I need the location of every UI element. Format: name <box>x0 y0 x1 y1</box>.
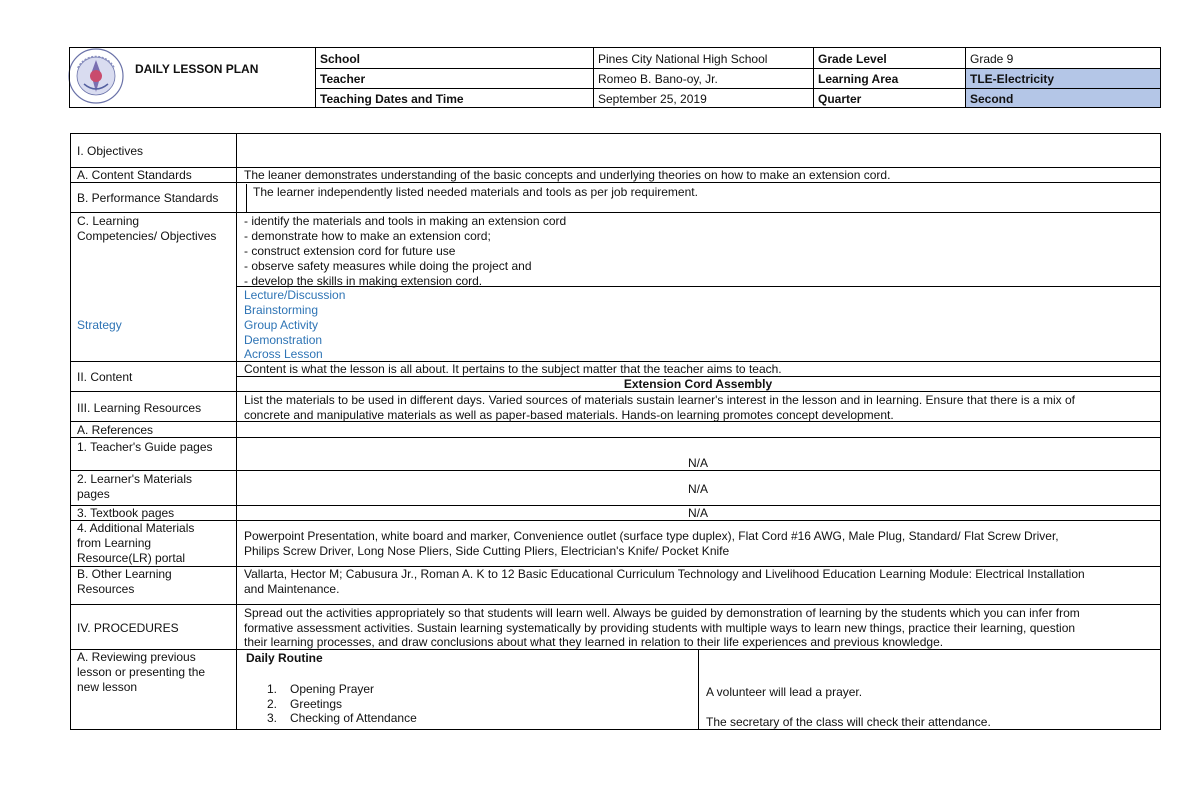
deped-seal-icon <box>68 48 124 104</box>
additional-materials-label-line2: from Learning <box>77 536 152 550</box>
teaching-dates-value: September 25, 2019 <box>598 92 707 106</box>
other-resources-label-line2: Resources <box>77 582 135 596</box>
additional-materials-label-line3: Resource(LR) portal <box>77 551 186 565</box>
quarter-value: Second <box>970 92 1014 106</box>
competencies-label-line1: C. Learning <box>77 214 140 228</box>
competency-item: - observe safety measures while doing the project and <box>244 259 532 273</box>
strategy-item: Group Activity <box>244 318 319 332</box>
school-label: School <box>320 52 361 66</box>
content-label: II. Content <box>77 370 133 384</box>
teachers-guide-value: N/A <box>687 456 708 470</box>
reviewing-label-line2: lesson or presenting the <box>77 665 206 679</box>
teaching-dates-label: Teaching Dates and Time <box>320 92 464 106</box>
learning-resources-label: III. Learning Resources <box>77 401 202 415</box>
other-resources-line2: and Maintenance. <box>244 582 340 596</box>
competency-item: - demonstrate how to make an extension cord; <box>244 229 491 243</box>
additional-materials-line1: Powerpoint Presentation, white board and marker, Convenience outlet (surface type duplex), Flat Cord #16 AWG, Male Plug, Standard/ Flat Screw Driver, <box>244 529 1059 543</box>
other-resources-label-line1: B. Other Learning <box>77 567 172 581</box>
procedures-label: IV. PROCEDURES <box>77 621 179 635</box>
routine-item: Checking of Attendance <box>290 711 417 725</box>
performance-standards-label: B. Performance Standards <box>77 191 219 205</box>
procedures-line3: their learning processes, and draw conclusions about what they learned in relation to their life experiences and previous knowledge. <box>244 635 944 649</box>
other-resources-line1: Vallarta, Hector M; Cabusura Jr., Roman A. K to 12 Basic Educational Curriculum Technology and Livelihood Education Learning Module: Electrical Installation <box>244 567 1085 581</box>
competency-item: - identify the materials and tools in making an extension cord <box>244 214 567 228</box>
additional-materials-label-line1: 4. Additional Materials <box>77 521 195 535</box>
learners-materials-value: N/A <box>687 482 708 496</box>
strategy-item: Across Lesson <box>244 347 323 361</box>
references-label: A. References <box>77 423 154 437</box>
textbook-label: 3. Textbook pages <box>77 506 175 520</box>
routine-number: 2. <box>267 697 278 711</box>
strategy-item: Brainstorming <box>244 303 319 317</box>
school-value: Pines City National High School <box>598 52 768 66</box>
content-text: Content is what the lesson is all about. It pertains to the subject matter that the teacher aims to teach. <box>244 362 782 376</box>
quarter-label: Quarter <box>818 92 862 106</box>
routine-number: 1. <box>267 682 278 696</box>
routine-item: Opening Prayer <box>290 682 375 696</box>
lesson-plan-title: DAILY LESSON PLAN <box>135 62 259 76</box>
teachers-guide-label: 1. Teacher's Guide pages <box>77 440 213 454</box>
learning-resources-line1: List the materials to be used in different days. Varied sources of materials sustain learner's interest in the lesson and in learning. Ensure that there is a mix of <box>244 393 1075 407</box>
teacher-value: Romeo B. Bano-oy, Jr. <box>598 72 718 86</box>
competency-item: - develop the skills in making extension cord. <box>244 274 483 288</box>
procedures-line1: Spread out the activities appropriately so that students will learn well. Always be guided by demonstration of learning by the students which you can infer from <box>244 606 1080 620</box>
textbook-value: N/A <box>687 506 708 520</box>
strategy-label: Strategy <box>77 318 122 332</box>
content-standards-label: A. Content Standards <box>77 168 192 182</box>
strategy-item: Lecture/Discussion <box>244 288 346 302</box>
grade-level-label: Grade Level <box>818 52 887 66</box>
reviewing-note-attendance: The secretary of the class will check their attendance. <box>706 715 991 729</box>
daily-routine-title: Daily Routine <box>246 651 323 665</box>
learning-resources-line2: concrete and manipulative materials as well as paper-based materials. Hands-on learning promotes concept development. <box>244 408 894 422</box>
reviewing-label-line1: A. Reviewing previous <box>77 650 196 664</box>
performance-standards-text: The learner independently listed needed materials and tools as per job requirement. <box>253 185 698 199</box>
learning-area-value: TLE-Electricity <box>970 72 1055 86</box>
competencies-label-line2: Competencies/ Objectives <box>77 229 217 243</box>
procedures-line2: formative assessment activities. Sustain learning systematically by providing students with multiple ways to learn new things, practice their learning, question <box>244 621 1076 635</box>
grade-level-value: Grade 9 <box>970 52 1014 66</box>
learners-materials-label-line2: pages <box>77 487 110 501</box>
objectives-heading: I. Objectives <box>77 144 144 158</box>
routine-item: Greetings <box>290 697 343 711</box>
routine-number: 3. <box>267 711 278 725</box>
reviewing-label-line3: new lesson <box>77 680 138 694</box>
content-standards-text: The leaner demonstrates understanding of the basic concepts and underlying theories on how to make an extension cord. <box>244 168 891 182</box>
teacher-label: Teacher <box>320 72 366 86</box>
strategy-item: Demonstration <box>244 333 323 347</box>
competency-item: - construct extension cord for future use <box>244 244 456 258</box>
reviewing-note-prayer: A volunteer will lead a prayer. <box>706 685 863 699</box>
learners-materials-label-line1: 2. Learner's Materials <box>77 472 193 486</box>
additional-materials-line2: Philips Screw Driver, Long Nose Pliers, Side Cutting Pliers, Electrician's Knife/ Pocket Knife <box>244 544 730 558</box>
content-topic: Extension Cord Assembly <box>623 377 773 391</box>
learning-area-label: Learning Area <box>818 72 899 86</box>
